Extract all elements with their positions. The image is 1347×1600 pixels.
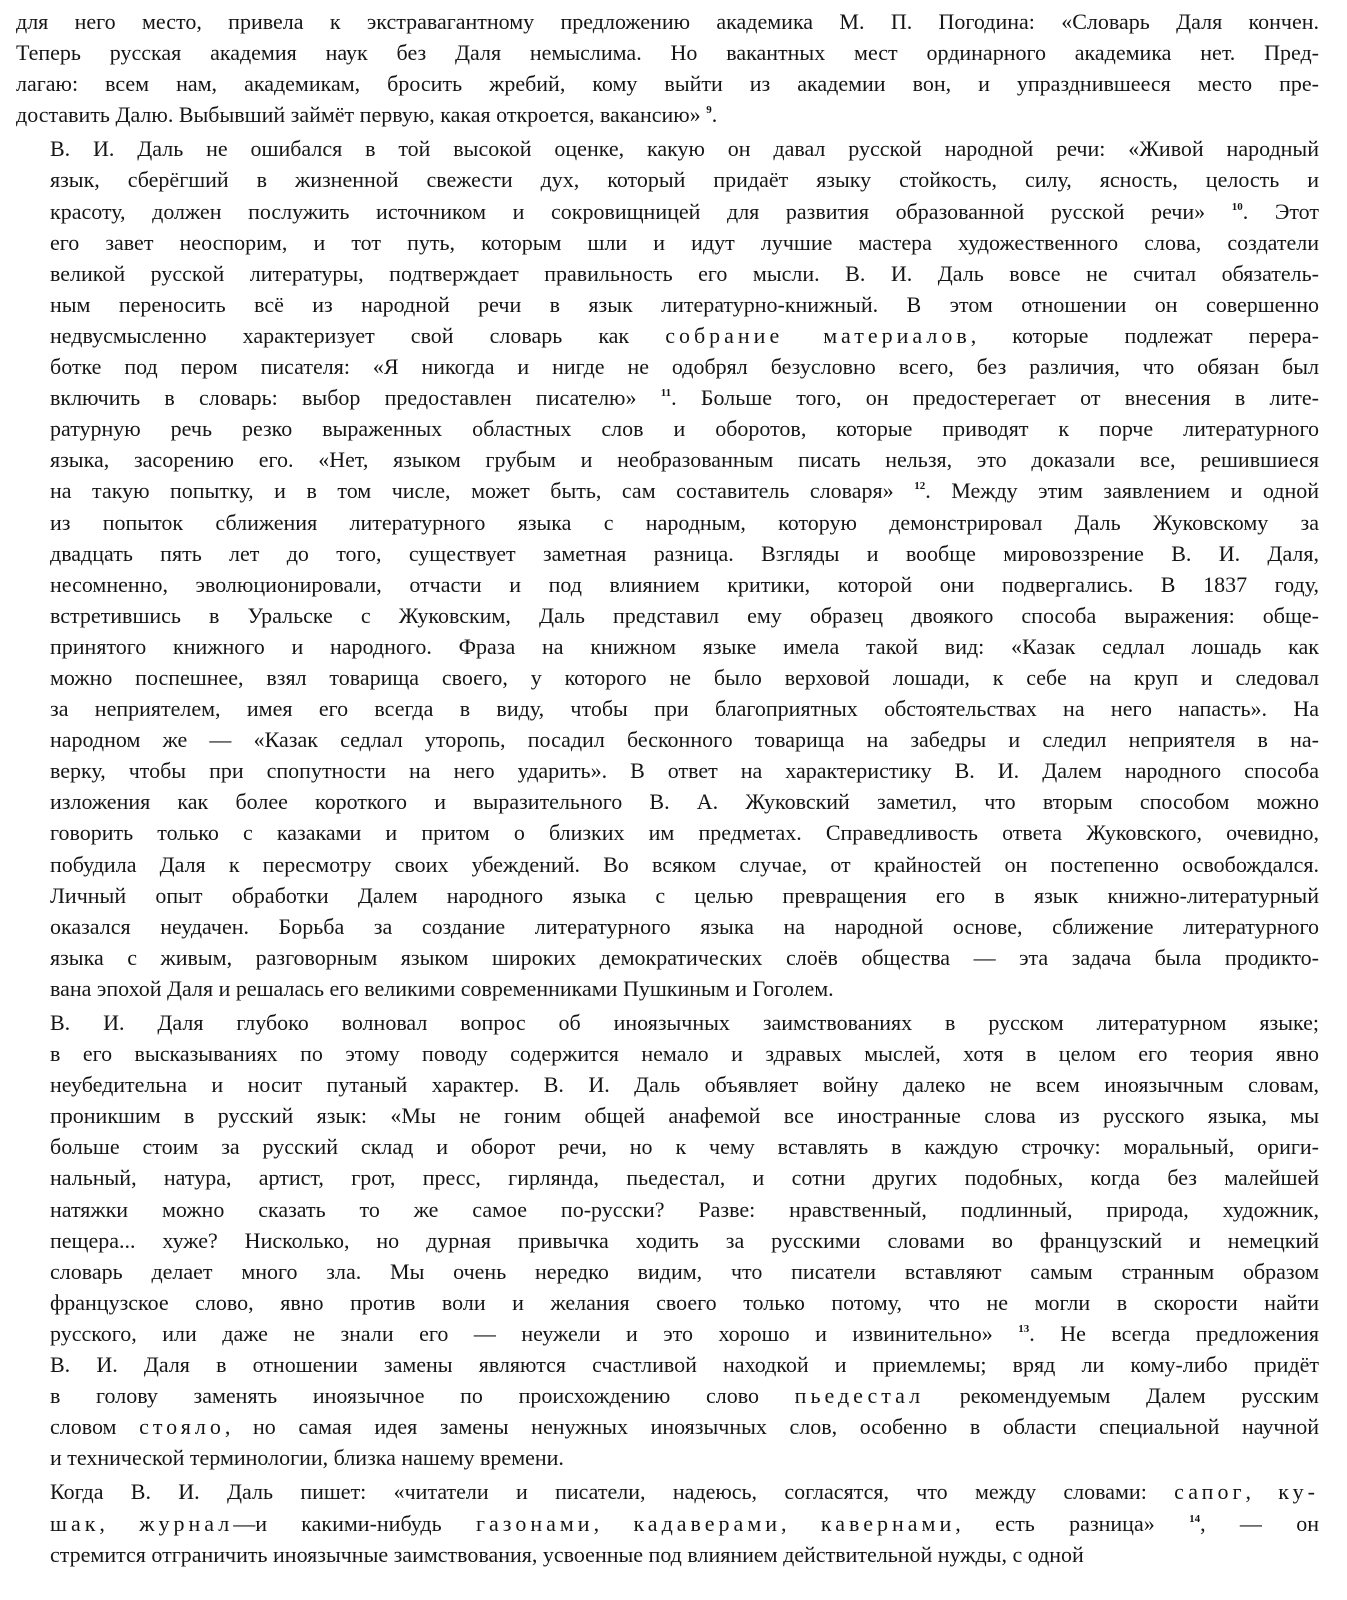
text-line: оказался неудачен. Борьба за создание литературного языка на народной основе, сближение литературного [50,913,1319,939]
text-line: верку, чтобы при спопутности на него ударить». В ответ на характеристику В. И. Далем народного способа [50,758,1319,784]
text-line: за неприятелем, имея его всегда в виду, чтобы при благоприятных обстоятельствах на него напасть». На [50,696,1319,722]
text-line: в его высказываниях по этому поводу содержится немало и здравых мыслей, хотя в целом его теория явно [50,1041,1319,1067]
spaced-emphasis: сапог [1174,1479,1246,1505]
text-line: неубедительна и носит путаный характер. В. И. Даль объявляет войну далеко не всем иноязычным словам, [50,1072,1319,1098]
text-line: великой русской литературы, подтверждает правильность его мысли. В. И. Даль вовсе не считал обязатель- [50,260,1319,286]
text-line: ратурную речь резко выраженных областных слов и оборотов, которые приводят к порче литературного [50,416,1319,442]
text-line: натяжки можно сказать то же самое по-русски? Разве: нравственный, подлинный, природа, художник, [50,1196,1319,1222]
text-line: больше стоим за русский склад и оборот речи, но к чему вставлять в каждую строчку: моральный, ориги- [50,1134,1319,1160]
paragraph [16,1007,1319,1473]
text-line: и технической терминологии, близка нашему времени. [50,1445,564,1471]
text-line: стремится отграничить иноязычные заимствования, усвоенные под влиянием действительной нужды, с одной [50,1541,1084,1567]
spaced-emphasis: газонами [476,1510,594,1536]
text-line: шак, журнал—и какими-нибудь газонами, кадаверами, кавернами, есть разница» $^{14}$, — он [50,1510,1320,1536]
footnote-marker: 9 [706,104,712,117]
text-line: красоту, должен послужить источником и сокровищницей для развития образованной русской речи» $^{10}$. Этот [50,198,1319,224]
text-line: язык, сберёгший в жизненной свежести дух, который придаёт языку стойкость, силу, ясность, целость и [50,167,1319,193]
text-line: Когда В. И. Даль пишет: «читатели и писатели, надеюсь, согласятся, что между словами: сапог, ку- [50,1479,1319,1505]
text-line: его завет неоспорим, и тот путь, которым шли и идут лучшие мастера художественного слова, создатели [50,229,1319,255]
spaced-emphasis: собрание материалов [665,322,971,348]
text-line: говорить только с казаками и притом о близких им предметах. Справедливость ответа Жуковского, очевидно, [50,820,1319,846]
text-line: французское слово, явно против воли и желания своего только потому, что не могли в скорости найти [50,1289,1319,1315]
text-line: языка, засорению его. «Нет, языком грубым и необразованным писать нельзя, это доказали все, решившиеся [50,447,1319,473]
text-line: словом стояло, но самая идея замены ненужных иноязычных слов, особенно в области специальной научной [50,1414,1320,1440]
text-line: несомненно, эволюционировали, отчасти и под влиянием критики, которой они подвергались. В 1837 году, [50,571,1319,597]
text-line: можно поспешнее, взял товарища своего, у которого не было верховой лошади, к себе на круп и следовал [50,664,1319,690]
spaced-emphasis: кавернами [820,1510,956,1536]
text-line: побудила Даля к пересмотру своих убеждений. Во всяком случае, от крайностей он постепенно освобождался. [50,851,1319,877]
text-line: для него место, привела к экстравагантному предложению академика М. П. Погодина: «Словарь Даля кончен. [16,9,1319,34]
text-line: языка с живым, разговорным языком широких демократических слоёв общества — эта задача была продикто- [50,944,1319,970]
spaced-emphasis: шак [50,1510,100,1536]
footnote-marker: 11 [660,387,672,400]
footnote-marker: 13 [1018,1322,1030,1335]
text-line: включить в словарь: выбор предоставлен писателю» $^{11}$. Больше того, он предостерегает от внесения в лите- [50,385,1319,411]
spaced-emphasis: стояло [139,1414,225,1440]
text-line: ботке под пером писателя: «Я никогда и нигде не одобрял безусловно всего, без различия, что обязан был [50,354,1319,380]
text-line: словарь делает много зла. Мы очень нередко видим, что писатели вставляют самым странным образом [50,1258,1319,1284]
text-line: В. И. Даля глубоко волновал вопрос об иноязычных заимствованиях в русском литературном языке; [50,1010,1319,1035]
text-line: В. И. Даль не ошибался в той высокой оценке, какую он давал русской народной речи: «Живой народный [50,136,1319,162]
text-line: двадцать пять лет до того, существует заметная разница. Взгляды и вообще мировоззрение В. И. Даля, [50,540,1319,566]
paragraph [16,133,1319,1004]
text-line: на такую попытку, и в том числе, может быть, сам составитель словаря» $^{12}$. Между этим заявлением и одной [50,478,1319,504]
text-line: доставить Далю. Выбывший займёт первую, какая откроется, вакансию» $^9$. [16,102,718,128]
text-line: изложения как более короткого и выразительного В. А. Жуковский заметил, что вторым способом можно [50,789,1319,815]
text-line: русского, или даже не знали его — неужели и это хорошо и извинительно» $^{13}$. Не всегда предложения [50,1320,1319,1346]
text-line: встретившись в Уральске с Жуковским, Даль представил ему образец двоякого способа выражения: обще- [50,602,1319,628]
text-line: из попыток сближения литературного языка с народным, которую демонстрировал Даль Жуковскому за [50,509,1319,535]
paragraph [16,6,1319,130]
spaced-emphasis: журнал [139,1510,234,1536]
text-line: вана эпохой Даля и решалась его великими современниками Пушкиным и Гоголем. [50,975,834,1001]
text-line: В. И. Даля в отношении замены являются счастливой находкой и приемлемы; вряд ли кому-либо придёт [50,1352,1319,1378]
text-line: нальный, натура, артист, грот, пресс, гирлянда, пьедестал, и сотни других подобных, когда без малейшей [50,1165,1319,1191]
text-line: в голову заменять иноязычное по происхождению слово пьедестал рекомендуемым Далем русским [50,1383,1319,1409]
spaced-emphasis: кадаверами [633,1510,782,1536]
footnote-marker: 10 [1231,200,1243,213]
spaced-emphasis: пьедестал [794,1383,925,1409]
text-line: проникшим в русский язык: «Мы не гоним общей анафемой все иностранные слова из русского языка, мы [50,1103,1319,1129]
text-line: народном же — «Казак седлал уторопь, посадил бесконного товарища на забедры и следил неприятеля в на- [50,727,1319,753]
spaced-emphasis: ку- [1278,1479,1319,1505]
text-line: лагаю: всем нам, академикам, бросить жребий, кому выйти из академии вон, и упразднившееся место пре- [16,71,1319,97]
text-line: ным переносить всё из народной речи в язык литературно-книжный. В этом отношении он совершенно [50,291,1319,317]
text-line: Личный опыт обработки Далем народного языка с целью превращения его в язык книжно-литературный [50,882,1319,908]
text-line: пещера... хуже? Нисколько, но дурная привычка ходить за русскими словами во французский и немецкий [50,1227,1319,1253]
text-line: принятого книжного и народного. Фраза на книжном языке имела такой вид: «Казак седлал лошадь как [50,633,1319,659]
footnote-marker: 12 [914,480,926,493]
text-line: недвусмысленно характеризует свой словарь как собрание материалов, которые подлежат перера- [50,322,1319,348]
text-line: Теперь русская академия наук без Даля немыслима. Но вакантных мест ординарного академика нет. Пред- [16,40,1319,66]
paragraph [16,1476,1319,1569]
footnote-marker: 14 [1189,1512,1201,1525]
